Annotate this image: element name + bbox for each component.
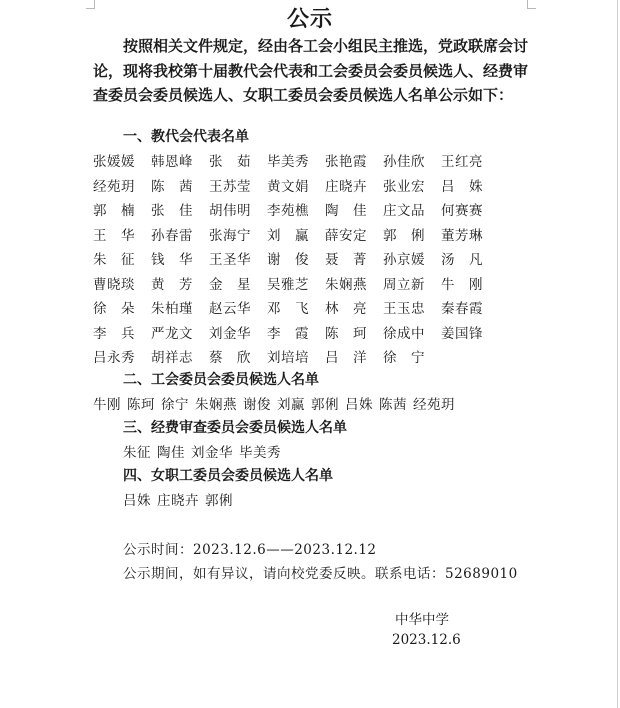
representative-name: 李 兵 [93,325,135,342]
representative-name: 周立新 [383,276,425,293]
candidate-name: 徐宁 [161,397,189,413]
representative-name: 王圣华 [209,252,251,269]
representative-name: 李苑樵 [267,203,309,220]
candidate-name: 吕姝 [123,493,151,509]
candidate-name: 刘赢 [277,397,305,413]
representative-name: 刘培培 [267,350,309,367]
representative-name: 徐成中 [383,325,425,342]
representative-name: 黄文娟 [267,178,309,195]
audit-committee-names [123,441,287,461]
representative-name: 王红亮 [441,154,483,171]
representative-name: 王 华 [93,227,135,244]
candidate-name: 陈茜 [379,397,407,413]
representative-name: 朱柏瑾 [151,301,193,318]
candidate-name: 刘金华 [191,445,233,461]
representative-name: 徐 朵 [93,301,135,318]
representative-name: 董芳琳 [441,227,483,244]
representative-name: 秦春霞 [441,301,483,318]
document-title: 公示 [286,7,333,32]
candidate-name: 毕美秀 [239,445,281,461]
representative-name: 邓 飞 [267,301,309,318]
representative-name: 钱 华 [151,252,193,269]
representative-name: 吕 姝 [441,178,483,195]
representative-name: 谢 俊 [267,252,309,269]
representative-name: 经苑玥 [93,178,135,195]
representative-name: 庄文品 [383,203,425,220]
representative-name: 郭 楠 [93,203,135,220]
representative-name: 胡祥志 [151,350,193,367]
representative-name: 林 亮 [325,301,367,318]
representative-name: 孙京媛 [383,252,425,269]
representative-name: 朱娴燕 [325,276,367,293]
representative-name: 张艳霞 [325,154,367,171]
women-committee-names [123,489,239,509]
signature-date: 2023.12.6 [392,632,461,648]
section-heading-representatives: 一、教代会代表名单 [123,129,249,145]
section-heading-audit-committee: 三、经费审查委员会委员候选人名单 [123,420,347,436]
representative-name: 陶 佳 [325,203,367,220]
representative-name: 胡伟明 [209,203,251,220]
representative-name: 蔡 欣 [209,350,251,367]
candidate-name: 朱征 [123,445,151,461]
union-committee-names [93,393,461,413]
section-heading-union-committee: 二、工会委员会委员候选人名单 [123,372,319,388]
representative-name: 孙春雷 [151,227,193,244]
representative-name: 陈 茜 [151,178,193,195]
representative-name: 黄 芳 [151,276,193,293]
candidate-name: 牛刚 [93,397,121,413]
representative-name: 郭 俐 [383,227,425,244]
representative-name: 张 佳 [151,203,193,220]
representative-name: 薛安定 [325,227,367,244]
representative-name: 严龙文 [151,325,193,342]
representative-name: 毕美秀 [267,154,309,171]
representative-name: 张海宁 [209,227,251,244]
representative-name: 张 茹 [209,154,251,171]
representative-name: 韩恩峰 [151,154,193,171]
candidate-name: 陈珂 [127,397,155,413]
representative-name: 吕永秀 [93,350,135,367]
representative-name: 张业宏 [383,178,425,195]
representative-name: 王苏莹 [209,178,251,195]
representative-name: 张媛媛 [93,154,135,171]
representative-name: 刘 赢 [267,227,309,244]
representative-name: 王玉忠 [383,301,425,318]
representative-name: 聂 菁 [325,252,367,269]
notice-period: 公示时间：2023.12.6——2023.12.12 [123,542,377,558]
representative-name: 孙佳欣 [383,154,425,171]
section-heading-women-committee: 四、女职工委员会委员候选人名单 [123,468,333,484]
representative-name: 刘金华 [209,325,251,342]
candidate-name: 庄晓卉 [157,493,199,509]
representative-name: 赵云华 [209,301,251,318]
representative-name: 汤 凡 [441,252,483,269]
candidate-name: 郭俐 [311,397,339,413]
candidate-name: 郭俐 [205,493,233,509]
representative-name: 何赛赛 [441,203,483,220]
page-edge [617,0,618,708]
representative-name: 朱 征 [93,252,135,269]
notice-contact: 公示期间，如有异议，请向校党委反映。联系电话：52689010 [123,566,518,582]
representative-name: 徐 宁 [383,350,425,367]
representative-name: 陈 珂 [325,325,367,342]
representatives-name-grid [93,148,513,369]
representative-name: 吴雅芝 [267,276,309,293]
candidate-name: 吕姝 [345,397,373,413]
candidate-name: 朱娴燕 [195,397,237,413]
representative-name: 金 星 [209,276,251,293]
intro-paragraph: 按照相关文件规定，经由各工会小组民主推选，党政联席会讨论，现将我校第十届教代会代表和工会委员会委员候选人、经费审查委员会委员候选人、女职工委员会委员候选人名单公示如下： [93,37,529,104]
candidate-name: 经苑玥 [413,397,455,413]
signature-org: 中华中学 [395,612,449,628]
representative-name: 牛 刚 [441,276,483,293]
representative-name: 姜国锋 [441,325,483,342]
representative-name: 李 霞 [267,325,309,342]
representative-name: 曹晓琰 [93,276,135,293]
representative-name: 吕 洋 [325,350,367,367]
candidate-name: 陶佳 [157,445,185,461]
candidate-name: 谢俊 [243,397,271,413]
representative-name: 庄晓卉 [325,178,367,195]
